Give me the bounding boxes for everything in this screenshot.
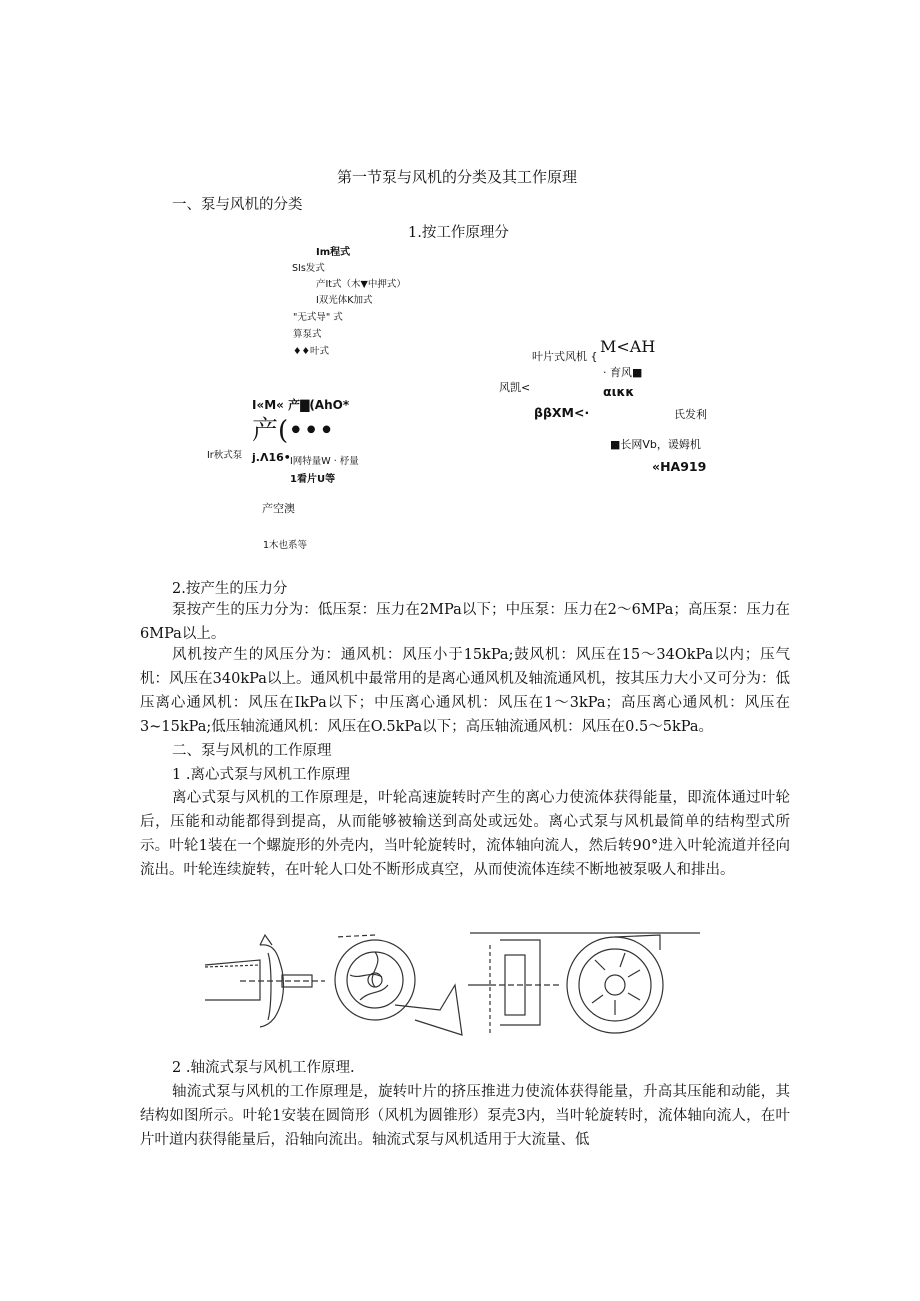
section-heading-classification: 一、泵与风机的分类	[172, 197, 303, 213]
diagram-label: 1看片U等	[290, 474, 336, 485]
diagram-label: SIs发式	[292, 263, 325, 274]
diagram-label: I«M« 产▇(AhO*	[252, 398, 350, 412]
section-heading-principle: 二、泵与风机的工作原理	[172, 743, 332, 759]
page-title: 第一节泵与风机的分类及其工作原理	[337, 168, 578, 186]
diagram-label: j.Λ16•	[252, 451, 291, 464]
diagram-label: 1木也系等	[263, 540, 308, 551]
diagram-label: · 育风■	[603, 366, 643, 379]
diagram-label: Im程式	[316, 247, 351, 258]
diagram-label: 产It式（木▼中押式）	[316, 279, 406, 290]
diagram-label: Ir秋式泵	[207, 450, 243, 461]
diagram-label: 算泵式	[293, 329, 322, 340]
diagram-label: «HA919	[652, 459, 707, 474]
subheading-centrifugal: 1 .离心式泵与风机工作原理	[172, 767, 350, 783]
diagram-label: 氏发利	[674, 408, 707, 421]
diagram-label: 产(•••	[252, 416, 335, 446]
diagram-label: ββXM<·	[534, 405, 590, 420]
diagram-label: ■长网Vb，谖姆机	[610, 438, 701, 451]
diagram-label: 风凯<	[499, 381, 531, 394]
centrifugal-pump-figure	[200, 925, 720, 1045]
diagram-label: 叶片式风机 {	[532, 350, 598, 363]
subheading-axial: 2 .轴流式泵与风机工作原理.	[172, 1060, 355, 1076]
subheading-by-principle: 1.按工作原理分	[408, 225, 509, 241]
diagram-label: 产空澳	[262, 502, 295, 515]
diagram-label: I双光体K加式	[316, 295, 373, 306]
paragraph-fan-pressure: 风机按产生的风压分为：通风机：风压小于15kPa;鼓风机：风压在15～34OkPa以内；压气机：风压在340kPa以上。通风机中最常用的是离心通风机及轴流通风机，按其压力大小又可分为：低压离心通风机：风压在IkPa以下；中压离心通风机：风压在1～3kPa；高压离心通风机：风压在3~15kPa;低压轴流通风机：风压在O.5kPa以下；高压轴流通风机：风压在0.5～5kPa。	[140, 647, 790, 735]
diagram-label: M<AH	[600, 337, 656, 356]
subheading-by-pressure: 2.按产生的压力分	[172, 581, 288, 597]
paragraph-centrifugal: 离心式泵与风机的工作原理是，叶轮高速旋转时产生的离心力使流体获得能量，即流体通过叶轮后，压能和动能都得到提高，从而能够被输送到高处或远处。离心式泵与风机最简单的结构型式所示。叶轮1装在一个螺旋形的外壳内，当叶轮旋转时，流体轴向流人，然后转90°进入叶轮流道并径向流出。叶轮连续旋转，在叶轮人口处不断形成真空，从而使流体连续不断地被泵吸人和排出。	[140, 790, 790, 878]
paragraph-pump-pressure: 泵按产生的压力分为：低压泵：压力在2MPa以下；中压泵：压力在2～6MPa；高压泵：压力在6MPa以上。	[140, 602, 790, 642]
diagram-label: I网特量W · 杼量	[290, 456, 359, 467]
paragraph-axial: 轴流式泵与风机的工作原理是，旋转叶片的挤压推进力使流体获得能量，升高其压能和动能，其结构如图所示。叶轮1安装在圆筒形（风机为圆锥形）泵壳3内，当叶轮旋转时，流体轴向流人，在叶片叶道内获得能量后，沿轴向流出。轴流式泵与风机适用于大流量、低	[140, 1084, 790, 1148]
diagram-label: "无式导" 式	[293, 312, 343, 323]
diagram-label: ♦♦叶式	[293, 346, 330, 357]
diagram-label: αικκ	[603, 384, 635, 399]
